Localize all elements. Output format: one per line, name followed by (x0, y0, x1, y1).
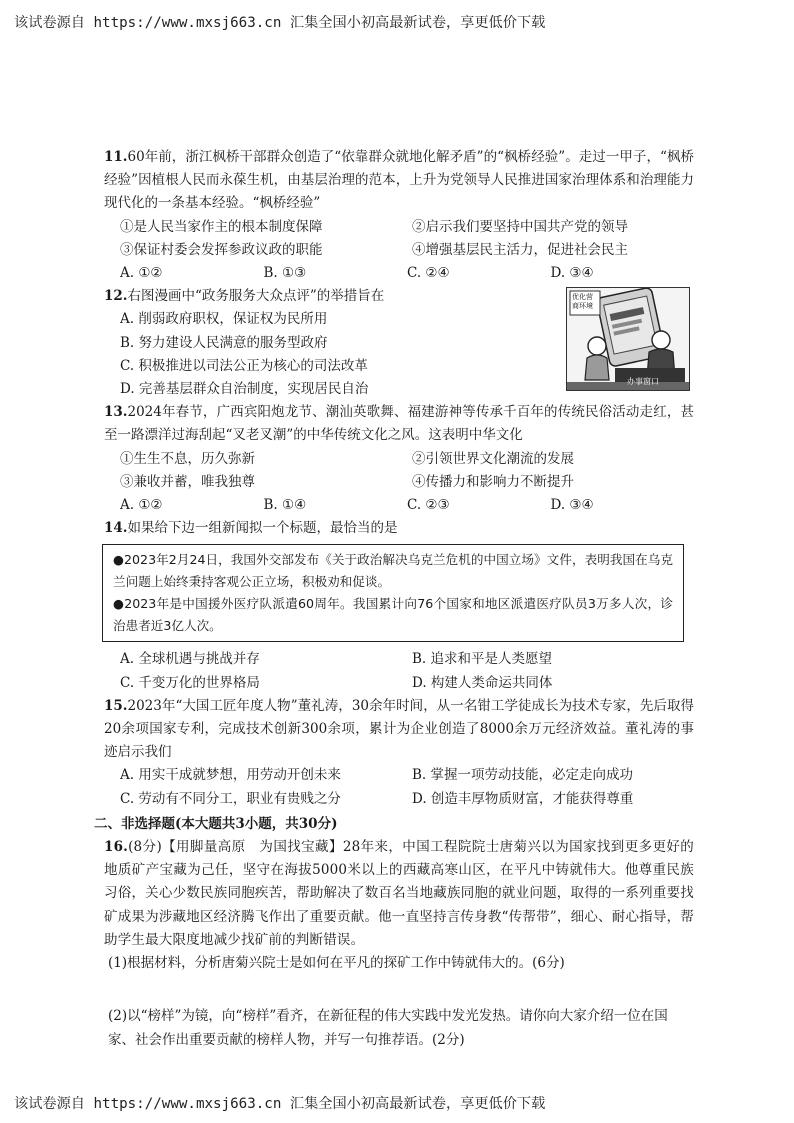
choice-c: C. 千变万化的世界格局 (120, 674, 260, 691)
choice-a: A. 用实干成就梦想，用劳动开创未来 (120, 767, 341, 784)
question-stem: (8分)【用脚量高原 为国找宝藏】28年来，中国工程院院士唐菊兴以为国家找到更多更好的地质矿产宝藏为己任，坚守在海拔5000米以上的西藏高寒山区，在平凡中铸就伟大。他尊重民族习俗，关心少数民族同胞疾苦，帮助解决了数百名当地藏族同胞的就业问题，取得的一系列重要找矿成果为涉藏地区经济腾飞作出了重要贡献。他一直坚持言传身教“传帮带”，细心、耐心指导，帮助学生最大限度地减少找矿前的判断错误。 (104, 839, 694, 948)
news-box (102, 544, 684, 642)
statement-3: ③保证村委会发挥参政议政的职能 (120, 241, 323, 258)
choice-a: A. 削弱政府职权，保证权为民所用 (120, 311, 328, 328)
choice-c: C. 积极推进以司法公正为核心的司法改革 (120, 357, 368, 374)
cartoon-caption: 优化营商环境 (572, 293, 593, 311)
statement-4: ④增强基层民主活力，促进社会民主 (412, 241, 628, 258)
statement-options (104, 216, 694, 262)
question-number: 13. (104, 404, 128, 421)
question-stem: 2023年“大国工匠年度人物”董礼涛，30余年时间，从一名钳工学徒成长为技术专家，先后取得20余项国家专利，完成技术创新300余项，累计为企业创造了8000余万元经济效益。董礼涛的事迹启示我们 (104, 697, 694, 761)
sub-question-1: (1)根据材料，分析唐菊兴院士是如何在平凡的探矿工作中铸就伟大的。(6分) (108, 955, 565, 972)
answer-choices (104, 494, 694, 517)
statement-options (104, 448, 694, 494)
source-banner-top: 该试卷源自 https://www.mxsj663.cn 汇集全国小初高最新试卷，享更低价下载 (14, 15, 546, 31)
choice-c: C. ②③ (407, 497, 450, 514)
question-16 (104, 836, 694, 1052)
choice-d: D. 完善基层群众自治制度，实现居民自治 (120, 381, 369, 398)
question-stem: 如果给下边一组新闻拟一个标题，最恰当的是 (127, 520, 398, 537)
section-title: 二、非选择题(本大题共3小题，共30分) (94, 815, 338, 832)
statement-2: ②启示我们要坚持中国共产党的领导 (412, 218, 628, 235)
question-number: 16. (104, 839, 129, 856)
choice-d: D. ③④ (550, 497, 594, 514)
answer-choices (104, 764, 694, 810)
answer-choices (104, 648, 694, 694)
cartoon-sign: 办事窗口 (627, 377, 659, 387)
answer-choices (104, 262, 694, 285)
question-13 (104, 401, 694, 517)
source-banner-bottom: 该试卷源自 https://www.mxsj663.cn 汇集全国小初高最新试卷，享更低价下载 (14, 1096, 546, 1112)
question-number: 11. (104, 149, 128, 165)
statement-1: ①生生不息，历久弥新 (120, 450, 255, 467)
question-14 (104, 517, 694, 695)
choice-b: B. 追求和平是人类愿望 (412, 651, 553, 668)
question-stem: 2024年春节，广西宾阳炮龙节、潮汕英歌舞、福建游神等传承千百年的传统民俗活动走红，甚至一路漂洋过海刮起“叉老叉潮”的中华传统文化之风。这表明中华文化 (104, 404, 694, 444)
question-number: 14. (104, 520, 128, 537)
choice-a: A. ①② (120, 265, 163, 282)
exam-content (94, 146, 694, 1052)
statement-4: ④传播力和影响力不断提升 (412, 473, 574, 490)
cartoon-image (566, 287, 690, 391)
question-stem: 60年前，浙江枫桥干部群众创造了“依靠群众就地化解矛盾”的“枫桥经验”。走过一甲子，“枫桥经验”因植根人民而永葆生机，由基层治理的范本，上升为党领导人民推进国家治理体系和治理能力现代化的一条基本经验。“枫桥经验” (104, 149, 694, 212)
answer-space-1[interactable] (104, 975, 694, 1005)
choice-b: B. 努力建设人民满意的服务型政府 (120, 334, 328, 351)
choice-b: B. ①④ (263, 497, 307, 514)
statement-1: ①是人民当家作主的根本制度保障 (120, 218, 323, 235)
choice-d: D. 构建人类命运共同体 (412, 674, 553, 691)
statement-3: ③兼收并蓄，唯我独尊 (120, 473, 255, 490)
sub-question-2: (2)以“榜样”为镜，向“榜样”看齐，在新征程的伟大实践中发光发热。请你向大家介绍一位在国家、社会作出重要贡献的榜样人物，并写一句推荐语。(2分) (108, 1008, 668, 1048)
choice-b: B. ①③ (263, 265, 307, 282)
question-number: 12. (104, 288, 128, 305)
question-15 (104, 695, 694, 811)
question-11 (104, 146, 694, 285)
choice-d: D. ③④ (550, 265, 594, 282)
question-number: 15. (104, 697, 128, 714)
choice-d: D. 创造丰厚物质财富，才能获得尊重 (412, 790, 634, 807)
choice-c: C. 劳动有不同分工，职业有贵贱之分 (120, 790, 341, 807)
question-stem: 右图漫画中“政务服务大众点评”的举措旨在 (127, 288, 385, 305)
choice-a: A. ①② (120, 497, 163, 514)
news-item-1: ●2023年2月24日，我国外交部发布《关于政治解决乌克兰危机的中国立场》文件，表明我国在乌克兰问题上始终秉持客观公正立场，积极劝和促谈。 (113, 552, 673, 590)
choice-c: C. ②④ (407, 265, 450, 282)
news-item-2: ●2023年是中国援外医疗队派遣60周年。我国累计向76个国家和地区派遣医疗队员3万多人次，诊治患者近3亿人次。 (113, 596, 673, 634)
choice-a: A. 全球机遇与挑战并存 (120, 651, 260, 668)
statement-2: ②引领世界文化潮流的发展 (412, 450, 574, 467)
question-12 (104, 285, 694, 401)
choice-b: B. 掌握一项劳动技能，必定走向成功 (412, 767, 634, 784)
